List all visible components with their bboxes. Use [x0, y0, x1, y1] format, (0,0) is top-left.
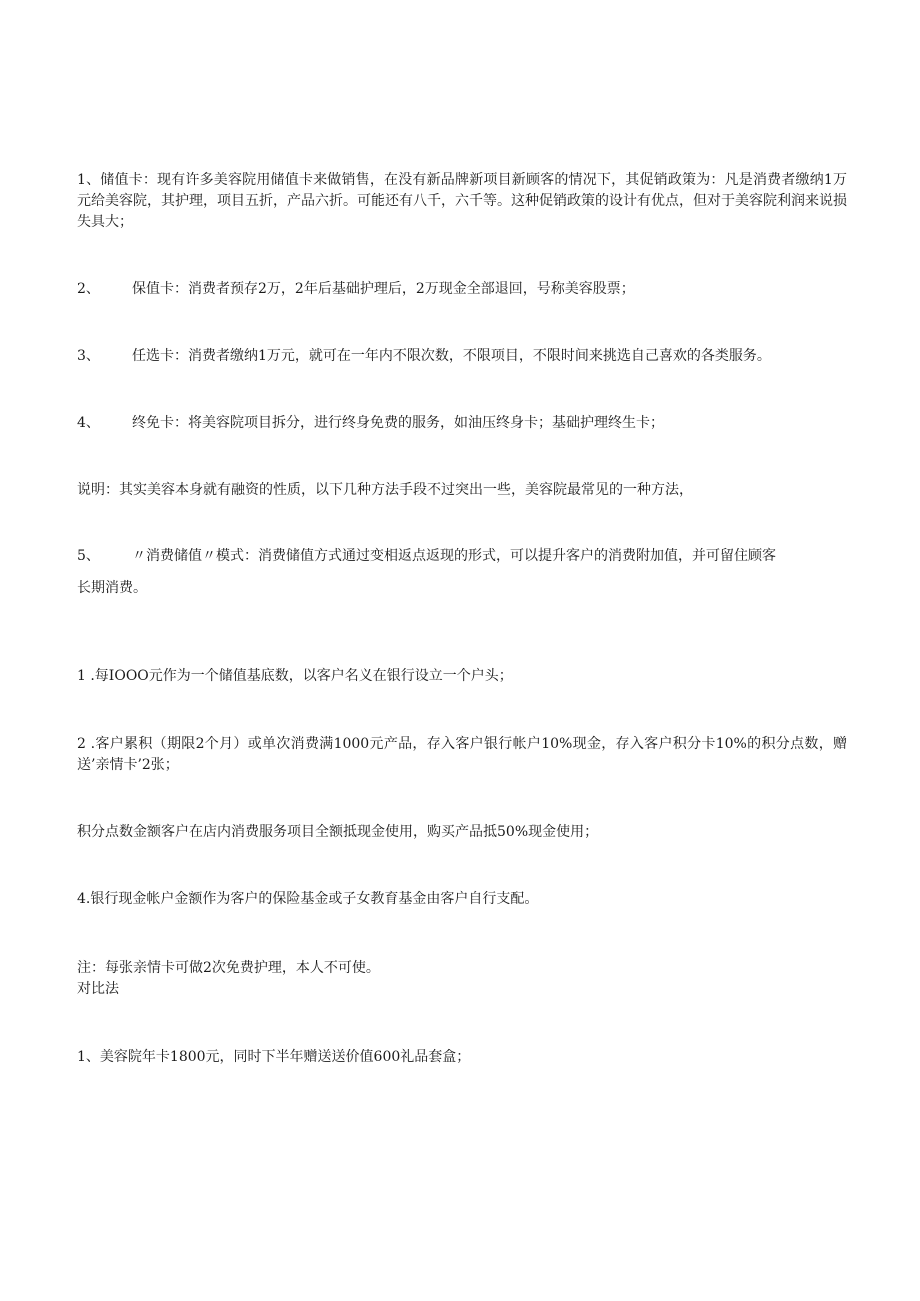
sub-item-1: 1 .每IOOO元作为一个储值基底数，以客户名义在银行设立一个户头；	[77, 668, 513, 684]
list-item-preservation-card	[77, 279, 847, 300]
section-heading: 对比法	[77, 981, 119, 997]
list-text: 终免卡：将美容院项目拆分，进行终身免费的服务，如油压终身卡；基础护理终生卡；	[132, 415, 664, 431]
list-item-consumption-model	[77, 540, 847, 604]
list-text-continuation: 长期消费。	[77, 580, 147, 596]
sub-item-3: 积分点数金额客户在店内消费服务项目全额抵现金使用，购买产品抵50%现金使用；	[77, 824, 599, 840]
list-number: 3、	[77, 348, 100, 364]
list-item-lifetime-card	[77, 413, 847, 434]
sub-item-2: 2 .客户累积（期限2个月）或单次消费满1000元产品，存入客户银行帐户10%现金，存入客户积分卡10%的积分点数，赠送’亲情卡’2张；	[77, 736, 847, 773]
note-explanation: 说明：其实美容本身就有融资的性质，以下几种方法手段不过突出一些，美容院最常见的一种方法，	[77, 482, 693, 498]
paragraph-stored-value-card: 1、储值卡：现有许多美容院用储值卡来做销售，在没有新品牌新项目新顾客的情况下，其促销政策为：凡是消费者缴纳1万元给美容院，其护理，项目五折，产品六折。可能还有八千，六千等。这种促销政策的设计有优点，但对于美容院利润来说损失具大；	[77, 172, 847, 230]
contrast-item-1: 1、美容院年卡1800元，同时下半年赠送送价值600礼品套盒；	[77, 1049, 471, 1065]
list-number: 4、	[77, 415, 100, 431]
note-family-card: 注：每张亲情卡可做2次免费护理，本人不可使。	[77, 960, 380, 976]
list-text: 任选卡：消费者缴纳1万元，就可在一年内不限次数，不限项目，不限时间来挑选自己喜欢的各类服务。	[132, 348, 771, 364]
list-text: 保值卡：消费者预存2万，2年后基础护理后，2万现金全部退回，号称美容股票；	[132, 281, 635, 297]
list-item-optional-card	[77, 346, 847, 367]
list-text: 〃消费储值〃模式：消费储值方式通过变相返点返现的形式，可以提升客户的消费附加值，并可留住顾客	[132, 548, 776, 564]
sub-item-4: 4.银行现金帐户金额作为客户的保险基金或子女教育基金由客户自行支配。	[77, 891, 539, 907]
list-number: 2、	[77, 281, 100, 297]
list-number: 5、	[77, 548, 100, 564]
